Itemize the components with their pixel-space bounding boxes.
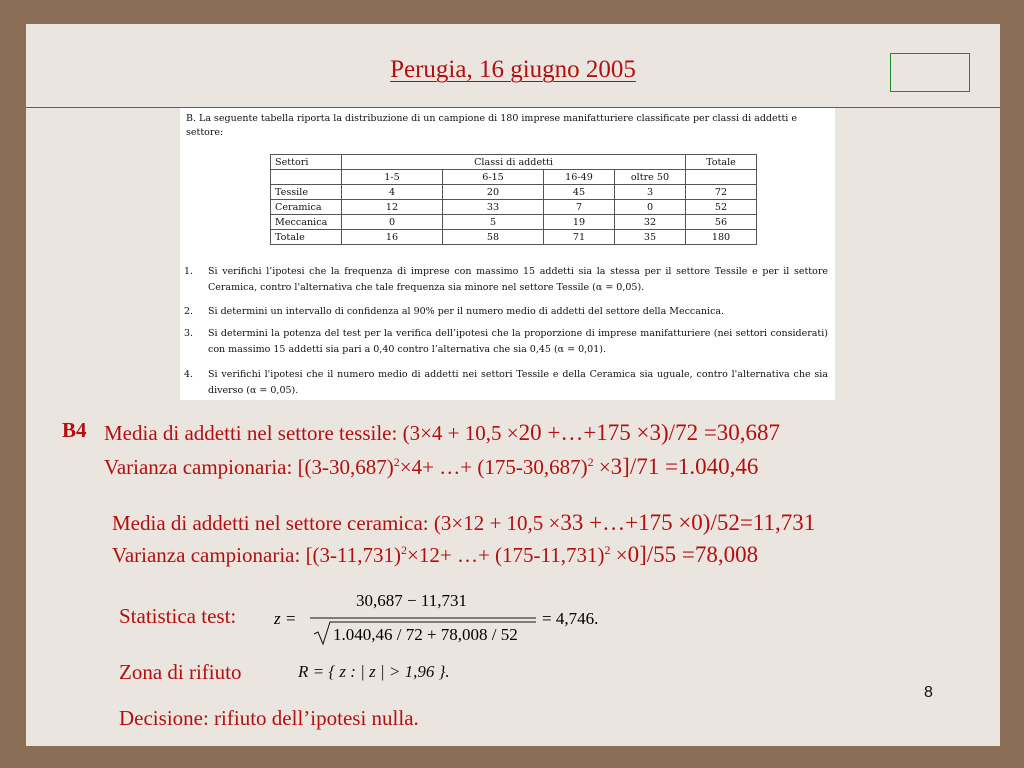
- ceramica-varianza-text: ×12+ …+ (175-11,731): [407, 543, 605, 567]
- decisione-text: Decisione: rifiuto dell’ipotesi nulla.: [119, 706, 419, 730]
- ceramica-media-result: 33 +…+175 ×0)/52=11,731: [560, 510, 816, 535]
- table-cell: 5: [443, 215, 544, 230]
- question-number: 1.: [184, 266, 194, 277]
- tessile-varianza-text: ×4+ …+ (175-30,687): [399, 455, 588, 479]
- table-cell: 0: [342, 215, 443, 230]
- question-4: [184, 367, 828, 399]
- formula-result: = 4,746.: [542, 609, 599, 628]
- question-number: 2.: [184, 306, 194, 317]
- table-cell: 72: [686, 185, 757, 200]
- tessile-varianza-text: ×: [593, 455, 611, 479]
- question-3: [184, 326, 828, 358]
- distribution-table: [270, 154, 757, 245]
- row-label: Ceramica: [271, 200, 342, 215]
- table-cell: 35: [615, 230, 686, 245]
- tessile-media-text: Media di addetti nel settore tessile: (3×4 + 10,5 ×: [104, 421, 519, 445]
- statistica-test-label: Statistica test:: [119, 604, 237, 628]
- slide-title: Perugia, 16 giugno 2005: [390, 56, 636, 83]
- question-text: Si determini un intervallo di confidenza al 90% per il numero medio di addetti del settore della Meccanica.: [208, 306, 725, 317]
- table-cell: 4: [342, 185, 443, 200]
- table-cell: 7: [544, 200, 615, 215]
- ceramica-varianza-result: 0]/55 =78,008: [627, 542, 759, 567]
- formula-numerator: 30,687 − 11,731: [356, 591, 467, 610]
- tessile-media-line: [104, 420, 780, 446]
- exponent: 2: [587, 455, 594, 469]
- question-text: Si verifichi l’ipotesi che la frequenza di imprese con massimo 15 addetti sia la stessa per il settore Tessile e per il settore Ceramica, contro l'alternativa che tale frequenza sia minore nel settore Tessile (α = 0,05).: [208, 266, 828, 293]
- table-subheader-row: [271, 170, 757, 185]
- table-cell: 32: [615, 215, 686, 230]
- row-label: Meccanica: [271, 215, 342, 230]
- exponent: 2: [401, 543, 408, 557]
- table-cell: 52: [686, 200, 757, 215]
- header-settori: Settori: [271, 155, 342, 170]
- empty-logo-box: [890, 53, 970, 92]
- table-cell: 180: [686, 230, 757, 245]
- class-header: oltre 50: [615, 170, 686, 185]
- test-statistic-formula: [274, 586, 654, 646]
- table-cell: 56: [686, 215, 757, 230]
- table-cell: 19: [544, 215, 615, 230]
- zona-rifiuto-formula: R = { z : | z | > 1,96 }.: [298, 662, 450, 681]
- table-cell: 33: [443, 200, 544, 215]
- question-text: Si verifichi l'ipotesi che il numero medio di addetti nei settori Tessile e della Ceramica sia uguale, contro l'alternativa che sia diverso (α = 0,05).: [208, 369, 828, 396]
- table-header-row: [271, 155, 757, 170]
- formula-lhs: z =: [274, 609, 297, 628]
- table-empty-cell: [271, 170, 342, 185]
- ceramica-varianza-text: ×: [610, 543, 628, 567]
- exponent: 2: [393, 455, 400, 469]
- solution-label: B4: [62, 418, 87, 442]
- header-classi: Classi di addetti: [342, 155, 686, 170]
- question-1: [184, 264, 828, 296]
- ceramica-varianza-line: [112, 542, 758, 568]
- exponent: 2: [604, 543, 611, 557]
- table-cell: 0: [615, 200, 686, 215]
- zona-rifiuto-label: Zona di rifiuto: [119, 660, 242, 684]
- table-cell: 16: [342, 230, 443, 245]
- table-cell: 58: [443, 230, 544, 245]
- table-cell: 3: [615, 185, 686, 200]
- class-header: 6-15: [443, 170, 544, 185]
- question-2: [184, 304, 828, 320]
- page-number: 8: [924, 684, 933, 701]
- ceramica-media-line: [112, 510, 815, 536]
- exercise-image: [180, 108, 835, 400]
- table-row: [271, 200, 757, 215]
- class-header: 16-49: [544, 170, 615, 185]
- question-text: Si determini la potenza del test per la verifica dell’ipotesi che la proporzione di imprese manifatturiere (nei settori considerati) con massimo 15 addetti sia pari a 0,40 contro l’alternativa che sia 0,45 (α = 0,01).: [208, 328, 828, 355]
- tessile-varianza-text: Varianza campionaria: [(3-30,687): [104, 455, 394, 479]
- header-totale: Totale: [686, 155, 757, 170]
- tessile-varianza-line: [104, 454, 758, 480]
- formula-denominator: 1.040,46 / 72 + 78,008 / 52: [333, 625, 518, 644]
- class-header: 1-5: [342, 170, 443, 185]
- row-label: Tessile: [271, 185, 342, 200]
- ceramica-media-text: Media di addetti nel settore ceramica: (3×12 + 10,5 ×: [112, 511, 561, 535]
- tessile-varianza-result: 3]/71 =1.040,46: [610, 454, 759, 479]
- table-cell: 12: [342, 200, 443, 215]
- ceramica-varianza-text: Varianza campionaria: [(3-11,731): [112, 543, 402, 567]
- table-cell: 20: [443, 185, 544, 200]
- table-row: [271, 215, 757, 230]
- table-empty-cell: [686, 170, 757, 185]
- question-number: 3.: [184, 328, 194, 339]
- exercise-intro: B. La seguente tabella riporta la distribuzione di un campione di 180 imprese manifatturiere classificate per classi di addetti e settore:: [186, 113, 797, 138]
- table-cell: 71: [544, 230, 615, 245]
- table-row: [271, 185, 757, 200]
- tessile-media-result: 20 +…+175 ×3)/72 =30,687: [518, 420, 781, 445]
- question-number: 4.: [184, 369, 194, 380]
- row-label: Totale: [271, 230, 342, 245]
- table-row: [271, 230, 757, 245]
- slide: [26, 24, 1000, 746]
- table-cell: 45: [544, 185, 615, 200]
